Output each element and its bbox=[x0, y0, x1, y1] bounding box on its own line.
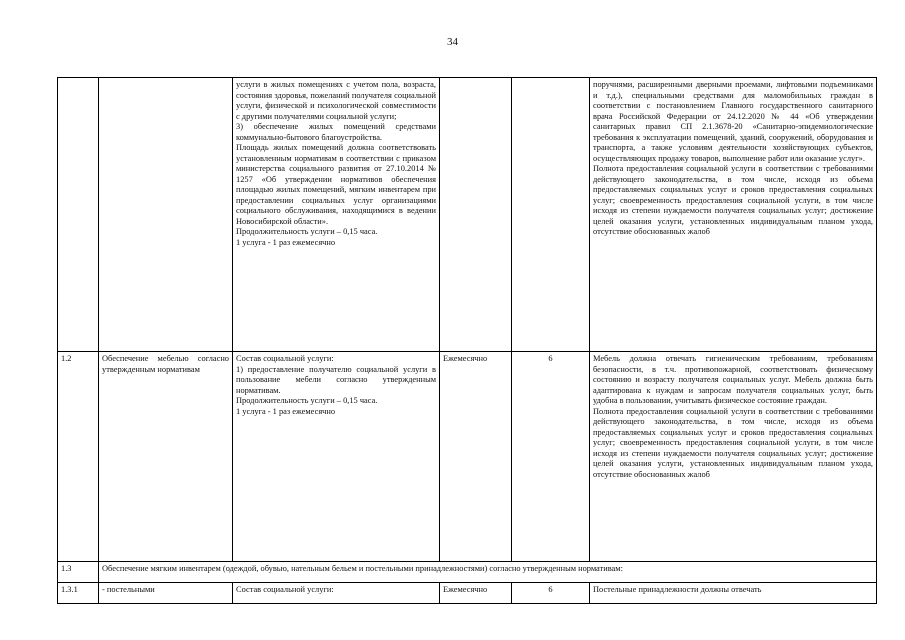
frequency-cell: Ежемесячно bbox=[440, 352, 512, 562]
duration-text: Продолжительность услуги – 0,15 часа. bbox=[236, 227, 378, 236]
duration-text: Продолжительность услуги – 0,15 часа. bbox=[236, 396, 378, 405]
quality-paragraph: Мебель должна отвечать гигиеническим требованиям, требованиям безопасности, в т.ч. противопожарной, соответствовать физическому состоянию и возрасту получателя социальных услуг. Мебель должна быть адаптирована к нуждам и запросам получателя социальных услуг, быть удобна в пользовании, учитывать физическое состояние граждан. bbox=[593, 354, 873, 405]
quality-paragraph: Полнота предоставления социальной услуги в соответствии с требованиями действующего законодательства, в том числе, исходя из объема предоставляемых социальных услуг и сроков предоставления социальных услуг; своевременность предоставления социальной услуги, в том числе исходя из степени нуждаемости получателя социальных услуг; достижение целей оказания услуги, установленных индивидуальным планом ухода, отсутствие обоснованных жалоб bbox=[593, 406, 873, 479]
row-number-cell: 1.3.1 bbox=[58, 583, 99, 604]
frequency-note: 1 услуга - 1 раз ежемесячно bbox=[236, 406, 336, 416]
page-number: 34 bbox=[447, 36, 458, 48]
quality-cell bbox=[590, 78, 877, 352]
services-table bbox=[57, 77, 877, 604]
row-number-cell: 1.2 bbox=[58, 352, 99, 562]
quantity-cell: 6 bbox=[512, 583, 590, 604]
service-name-cell: - постельными bbox=[99, 583, 233, 604]
quantity-cell: 6 bbox=[512, 352, 590, 562]
service-content-cell: Состав социальной услуги: bbox=[233, 583, 440, 604]
frequency-cell bbox=[440, 78, 512, 352]
service-content-cell bbox=[233, 352, 440, 562]
quality-cell bbox=[590, 352, 877, 562]
section-row bbox=[58, 562, 877, 583]
content-paragraph: услуги в жилых помещениях с учетом пола, возраста, состояния здоровья, пожеланий получателя социальной услуги, физической и психологической совместимости с другими получателями социальной услуги; bbox=[236, 80, 436, 121]
service-content-cell bbox=[233, 78, 440, 352]
frequency-note: 1 услуга - 1 раз ежемесячно bbox=[236, 237, 336, 247]
content-paragraph: Площадь жилых помещений должна соответствовать установленным нормативам в соответствии с приказом министерства социального развития от 27.10.2014 № 1257 «Об утверждении нормативов обеспечения площадью жилых помещений, мягким инвентарем при предоставлении социальных услуг организациями социального обслуживания, находящимися в ведении Новосибирской области». bbox=[236, 143, 436, 226]
quality-cell: Постельные принадлежности должны отвечать bbox=[590, 583, 877, 604]
quality-paragraph: Полнота предоставления социальной услуги в соответствии с требованиями действующего законодательства, в том числе, исходя из объема предоставляемых социальных услуг и сроков предоставления социальных услуг; своевременность предоставления социальной услуги, в том числе исходя из степени нуждаемости получателя социальных услуг; достижение целей оказания услуги, установленных индивидуальным планом ухода, отсутствие обоснованных жалоб bbox=[593, 164, 873, 236]
row-number-cell: 1.3 bbox=[58, 562, 99, 583]
row-number-cell bbox=[58, 78, 99, 352]
content-paragraph: 3) обеспечение жилых помещений средствами коммунально-бытового благоустройства. bbox=[236, 122, 436, 142]
table-row bbox=[58, 352, 877, 562]
section-title-cell: Обеспечение мягким инвентарем (одеждой, обувью, нательным бельем и постельными принадлежностями) согласно утвержденным нормативам: bbox=[99, 562, 877, 583]
quantity-cell bbox=[512, 78, 590, 352]
content-paragraph: 1) предоставление получателю социальной услуги в пользование мебели согласно утвержденным нормативам. bbox=[236, 364, 436, 395]
table-row bbox=[58, 78, 877, 352]
table-row bbox=[58, 583, 877, 604]
service-name-cell: Обеспечение мебелью согласно утвержденным нормативам bbox=[99, 352, 233, 562]
service-name-cell bbox=[99, 78, 233, 352]
frequency-cell: Ежемесячно bbox=[440, 583, 512, 604]
quality-paragraph: поручнями, расширенными дверными проемами, лифтовыми подъемниками и т.д.), специальными средствами для маломобильных граждан в соответствии с постановлением Главного государственного санитарного врача Российской Федерации от 24.12.2020 № 44 «Об утверждении санитарных правил СП 2.1.3678-20 «Санитарно-эпидемиологические требования к эксплуатации помещений, зданий, сооружений, оборудования и транспорта, а также условиям деятельности хозяйствующих субъектов, осуществляющих продажу товаров, выполнение работ или оказание услуг». bbox=[593, 80, 873, 163]
content-paragraph: Состав социальной услуги: bbox=[236, 354, 334, 363]
